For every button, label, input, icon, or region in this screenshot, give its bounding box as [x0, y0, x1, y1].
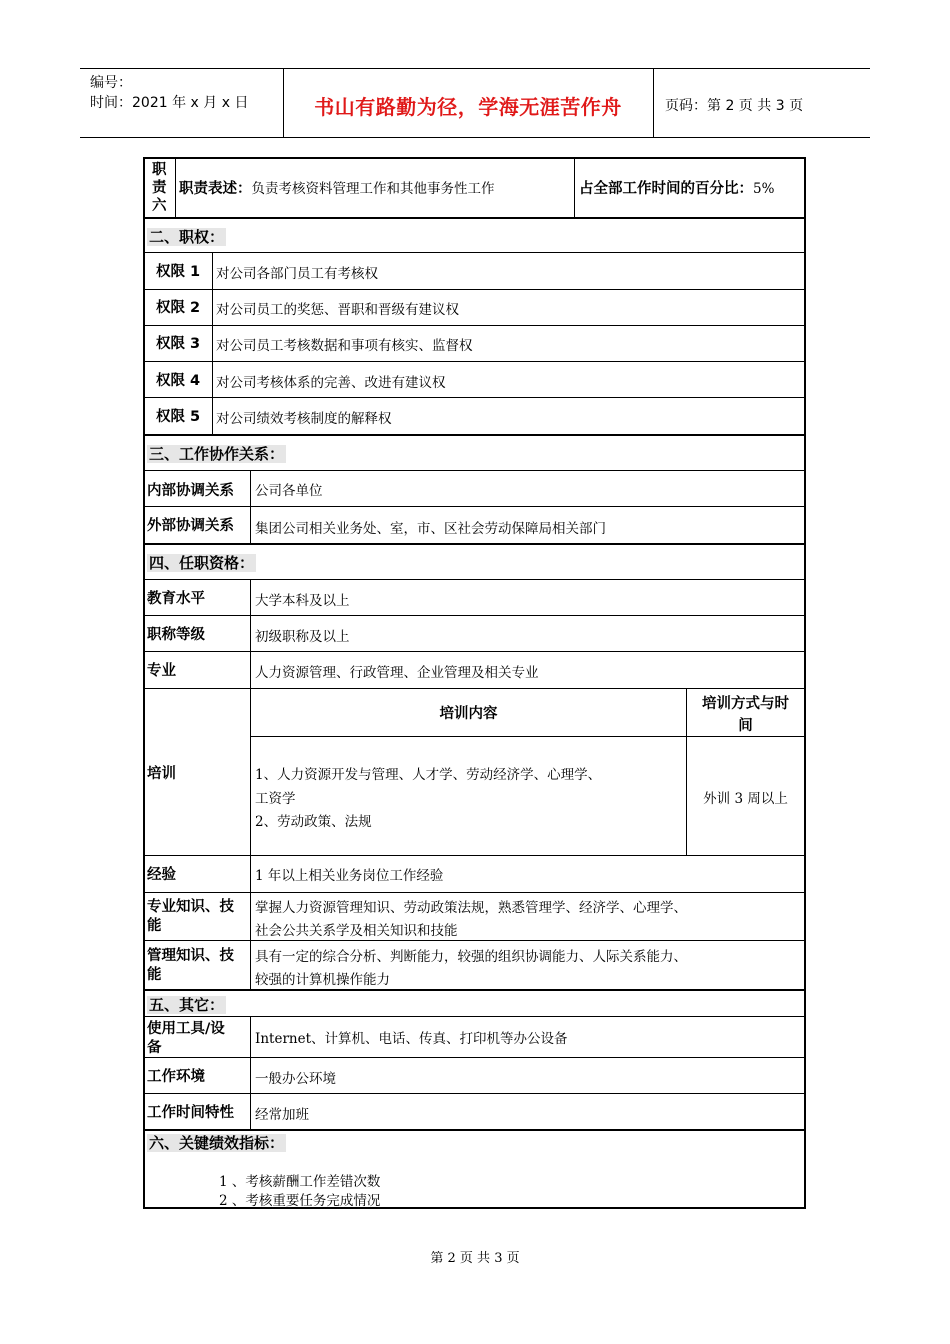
internal-coordination-label: 内部协调关系 — [147, 483, 234, 499]
professional-skills-line1: 掌握人力资源管理知识、劳动政策法规，熟悉管理学、经济学、心理学、 — [255, 900, 687, 916]
duty6-desc-label: 职责表述： — [179, 181, 252, 197]
professional-skills-label-line2: 能 — [147, 918, 162, 934]
job-description-table — [143, 157, 806, 1209]
professional-skills-label-line1: 专业知识、技 — [147, 899, 234, 915]
tools-label-line2: 备 — [147, 1040, 162, 1056]
duty6-label-line1: 职 — [152, 162, 167, 178]
document-number: 编号： — [90, 75, 132, 91]
professional-skills-line2: 社会公共关系学及相关知识和技能 — [255, 923, 458, 939]
header-motto: 书山有路勤为径，学海无涯苦作舟 — [314, 95, 622, 119]
work-environment-value: 一般办公环境 — [255, 1071, 336, 1087]
title-level-label: 职称等级 — [147, 627, 205, 643]
page-footer: 第 2 页 共 3 页 — [430, 1251, 520, 1266]
education-label: 教育水平 — [147, 591, 205, 607]
authority-text: 对公司各部门员工有考核权 — [216, 266, 378, 282]
header-page-cell — [653, 69, 870, 137]
kpi-item: 1 、考核薪酬工作差错次数 — [219, 1174, 381, 1190]
duty6-percent-value: 5% — [753, 181, 775, 197]
management-skills-line1: 具有一定的综合分析、判断能力，较强的组织协调能力、人际关系能力、 — [255, 949, 687, 965]
authority-text: 对公司员工的奖惩、晋职和晋级有建议权 — [216, 302, 459, 318]
work-time-value: 经常加班 — [255, 1107, 309, 1123]
header-motto-cell — [283, 69, 654, 137]
duty6-label-line2: 责 — [152, 180, 167, 196]
duty6-desc-text: 负责考核资料管理工作和其他事务性工作 — [251, 181, 495, 197]
document-date: 时间：2021 年 x 月 x 日 — [90, 95, 249, 111]
management-skills-label-line2: 能 — [147, 967, 162, 983]
major-label: 专业 — [147, 663, 176, 679]
kpi-item: 2 、考核重要任务完成情况 — [219, 1193, 381, 1209]
section-other-title: 五、其它： — [149, 996, 225, 1014]
work-environment-label: 工作环境 — [147, 1069, 205, 1085]
duty6-label-line3: 六 — [152, 198, 167, 214]
training-method-header-line1: 培训方式与时 — [702, 696, 789, 712]
external-coordination-value: 集团公司相关业务处、室，市、区社会劳动保障局相关部门 — [255, 521, 606, 537]
tools-value: Internet、计算机、电话、传真、打印机等办公设备 — [255, 1031, 568, 1047]
section-kpi-title: 六、关键绩效指标： — [149, 1134, 285, 1152]
training-content-line1: 1、人力资源开发与管理、人才学、劳动经济学、心理学、 — [255, 767, 602, 783]
major-value: 人力资源管理、行政管理、企业管理及相关专业 — [255, 665, 539, 681]
training-content-line2: 工资学 — [255, 791, 296, 807]
training-content-line3: 2、劳动政策、法规 — [255, 814, 372, 830]
education-value: 大学本科及以上 — [255, 593, 350, 609]
page-header — [80, 68, 870, 138]
training-method-value: 外训 3 周以上 — [703, 791, 788, 807]
duty6-description — [179, 179, 495, 199]
external-coordination-label: 外部协调关系 — [147, 518, 234, 534]
authority-text: 对公司绩效考核制度的解释权 — [216, 411, 392, 427]
training-method-header-line2: 间 — [738, 718, 753, 734]
section-authority-title: 二、职权： — [149, 228, 225, 246]
authority-text: 对公司员工考核数据和事项有核实、监督权 — [216, 338, 473, 354]
section-qualification-title: 四、任职资格： — [149, 554, 255, 572]
training-content-header: 培训内容 — [439, 706, 498, 722]
authority-label: 权限 4 — [156, 373, 201, 389]
management-skills-line2: 较强的计算机操作能力 — [255, 972, 390, 988]
header-page-info: 页码：第 2 页 共 3 页 — [665, 98, 804, 114]
authority-label: 权限 2 — [156, 300, 201, 316]
management-skills-label-line1: 管理知识、技 — [147, 948, 234, 964]
tools-label-line1: 使用工具/设 — [147, 1021, 225, 1037]
experience-label: 经验 — [147, 867, 176, 883]
duty6-percent-label: 占全部工作时间的百分比： — [579, 181, 753, 197]
title-level-value: 初级职称及以上 — [255, 629, 350, 645]
experience-value: 1 年以上相关业务岗位工作经验 — [255, 868, 444, 884]
authority-label: 权限 3 — [156, 336, 201, 352]
header-info-cell — [80, 69, 284, 137]
work-time-label: 工作时间特性 — [147, 1105, 234, 1121]
section-cooperation-title: 三、工作协作关系： — [149, 445, 285, 463]
authority-label: 权限 5 — [156, 409, 201, 425]
duty6-percent — [579, 179, 774, 199]
internal-coordination-value: 公司各单位 — [255, 483, 323, 499]
training-label: 培训 — [147, 766, 176, 782]
authority-text: 对公司考核体系的完善、改进有建议权 — [216, 375, 446, 391]
authority-label: 权限 1 — [156, 264, 201, 280]
